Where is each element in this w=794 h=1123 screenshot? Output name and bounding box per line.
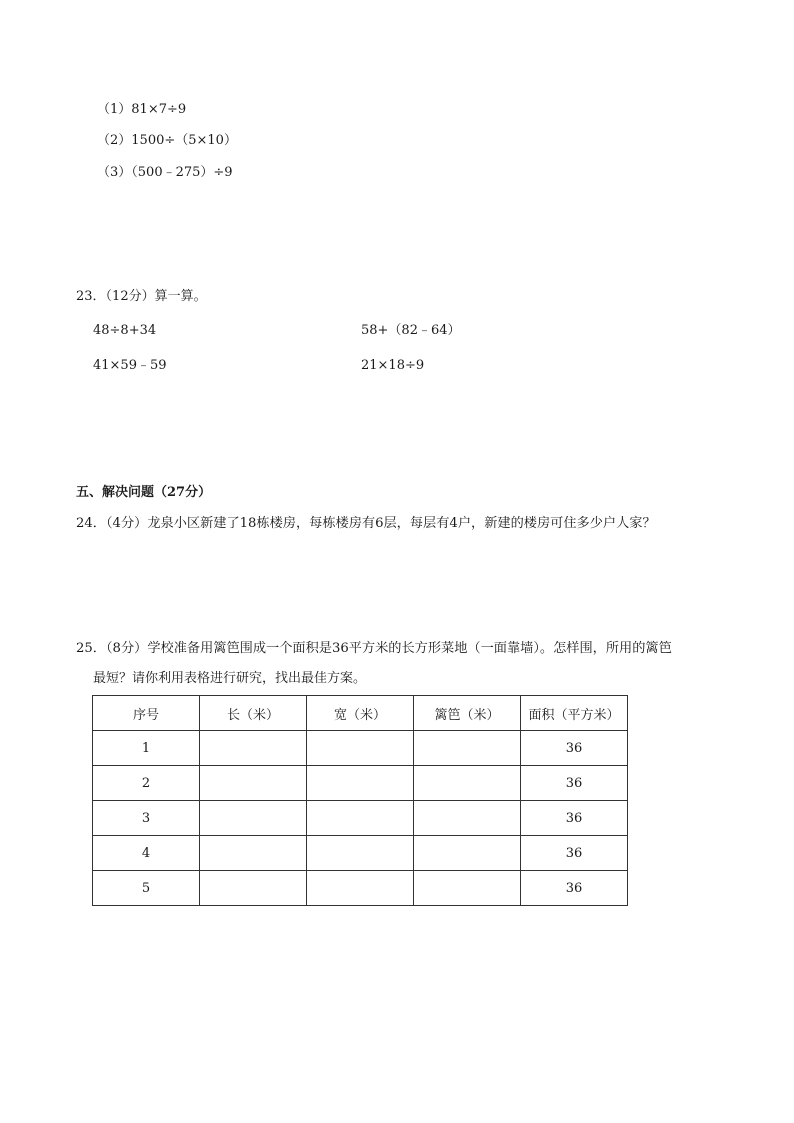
cell-fence[interactable] xyxy=(414,766,521,801)
header-area: 面积（平方米） xyxy=(521,696,628,731)
cell-length[interactable] xyxy=(200,731,307,766)
cell-width[interactable] xyxy=(307,836,414,871)
cell-area: 36 xyxy=(521,871,628,906)
table-row xyxy=(93,766,628,801)
cell-area: 36 xyxy=(521,731,628,766)
q24-text: 24．（4分）龙泉小区新建了18栋楼房，每栋楼房有6层，每层有4户，新建的楼房可住多少户人家？ xyxy=(76,516,656,531)
header-fence: 篱笆（米） xyxy=(414,696,521,731)
q23-title: 23．（12分）算一算。 xyxy=(76,289,207,304)
cell-width[interactable] xyxy=(307,731,414,766)
header-width: 宽（米） xyxy=(307,696,414,731)
header-length: 长（米） xyxy=(200,696,307,731)
cell-index: 2 xyxy=(93,766,200,801)
cell-length[interactable] xyxy=(200,766,307,801)
cell-area: 36 xyxy=(521,836,628,871)
section-heading: 五、解决问题（27分） xyxy=(76,485,212,500)
table-header-row xyxy=(93,696,628,731)
q22-item-2: （2）1500÷（5×10） xyxy=(97,133,237,148)
table-row xyxy=(93,871,628,906)
q23-expr-left-1: 48÷8+34 xyxy=(93,323,157,338)
cell-width[interactable] xyxy=(307,871,414,906)
q25-line-1: 25．（8分）学校准备用篱笆围成一个面积是36平方米的长方形菜地（一面靠墙）。怎样围，所用的篱笆 xyxy=(76,641,672,656)
table-row xyxy=(93,836,628,871)
cell-length[interactable] xyxy=(200,871,307,906)
table-row xyxy=(93,801,628,836)
q22-item-3: （3）（500﹣275）÷9 xyxy=(97,165,233,180)
cell-fence[interactable] xyxy=(414,836,521,871)
table-row xyxy=(93,731,628,766)
cell-length[interactable] xyxy=(200,836,307,871)
q23-expr-right-1: 58+（82﹣64） xyxy=(361,323,461,338)
cell-index: 3 xyxy=(93,801,200,836)
q23-expr-left-2: 41×59﹣59 xyxy=(93,358,167,373)
cell-fence[interactable] xyxy=(414,871,521,906)
cell-area: 36 xyxy=(521,801,628,836)
cell-index: 4 xyxy=(93,836,200,871)
cell-area: 36 xyxy=(521,766,628,801)
cell-width[interactable] xyxy=(307,766,414,801)
fence-table xyxy=(92,695,628,906)
cell-index: 5 xyxy=(93,871,200,906)
header-index: 序号 xyxy=(93,696,200,731)
q25-line-2: 最短？请你利用表格进行研究，找出最佳方案。 xyxy=(93,671,367,686)
cell-fence[interactable] xyxy=(414,801,521,836)
cell-index: 1 xyxy=(93,731,200,766)
cell-length[interactable] xyxy=(200,801,307,836)
cell-fence[interactable] xyxy=(414,731,521,766)
q22-item-1: （1）81×7÷9 xyxy=(97,102,187,117)
cell-width[interactable] xyxy=(307,801,414,836)
q23-expr-right-2: 21×18÷9 xyxy=(361,358,425,373)
